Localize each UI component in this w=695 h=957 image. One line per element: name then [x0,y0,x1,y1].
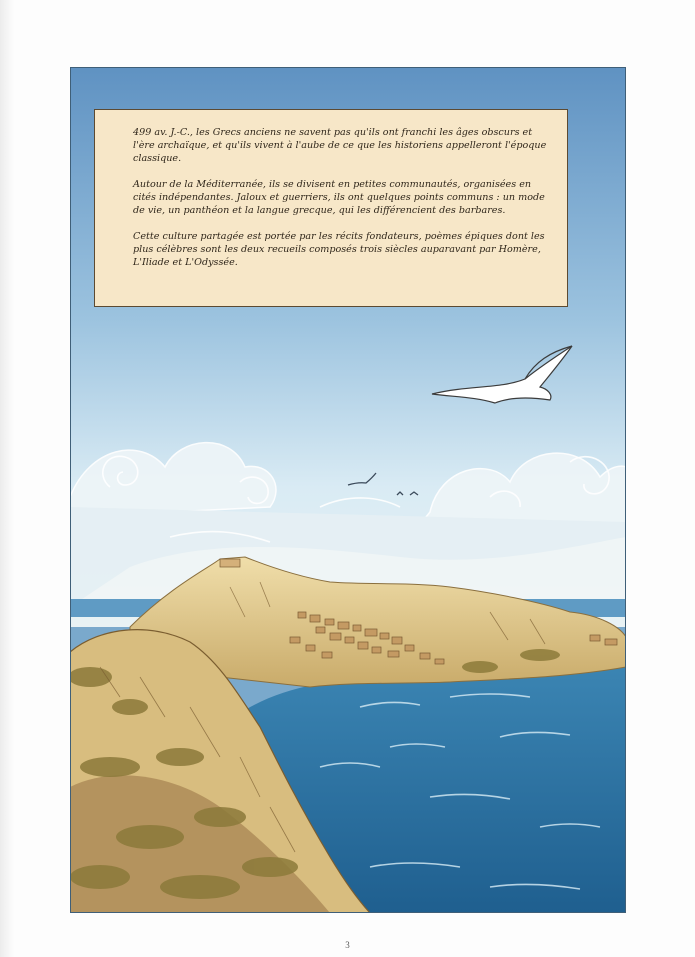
comic-panel [70,67,626,913]
page-number: 3 [345,940,350,950]
caption-box [94,109,568,307]
page-edge [0,0,14,957]
caption-paragraph: 499 av. J.-C., les Grecs anciens ne savent pas qu'ils ont franchi les âges obscurs et l'ère archaïque, et qu'ils vivent à l'aube de ce que les historiens appelleront l'époque classique. [133,127,547,164]
caption-paragraph: Cette culture partagée est portée par les récits fondateurs, poèmes épiques dont les plus célèbres sont les deux recueils composés trois siècles auparavant par Homère, L'Iliade et L'Odyssée. [133,231,545,268]
caption-paragraph: Autour de la Méditerranée, ils se divisent en petites communautés, organisées en cités indépendantes. Jaloux et guerriers, ils ont quelques points communs : un mode de vie, un panthéon et la langue grecque, qui les différencient des barbares. [133,179,545,216]
